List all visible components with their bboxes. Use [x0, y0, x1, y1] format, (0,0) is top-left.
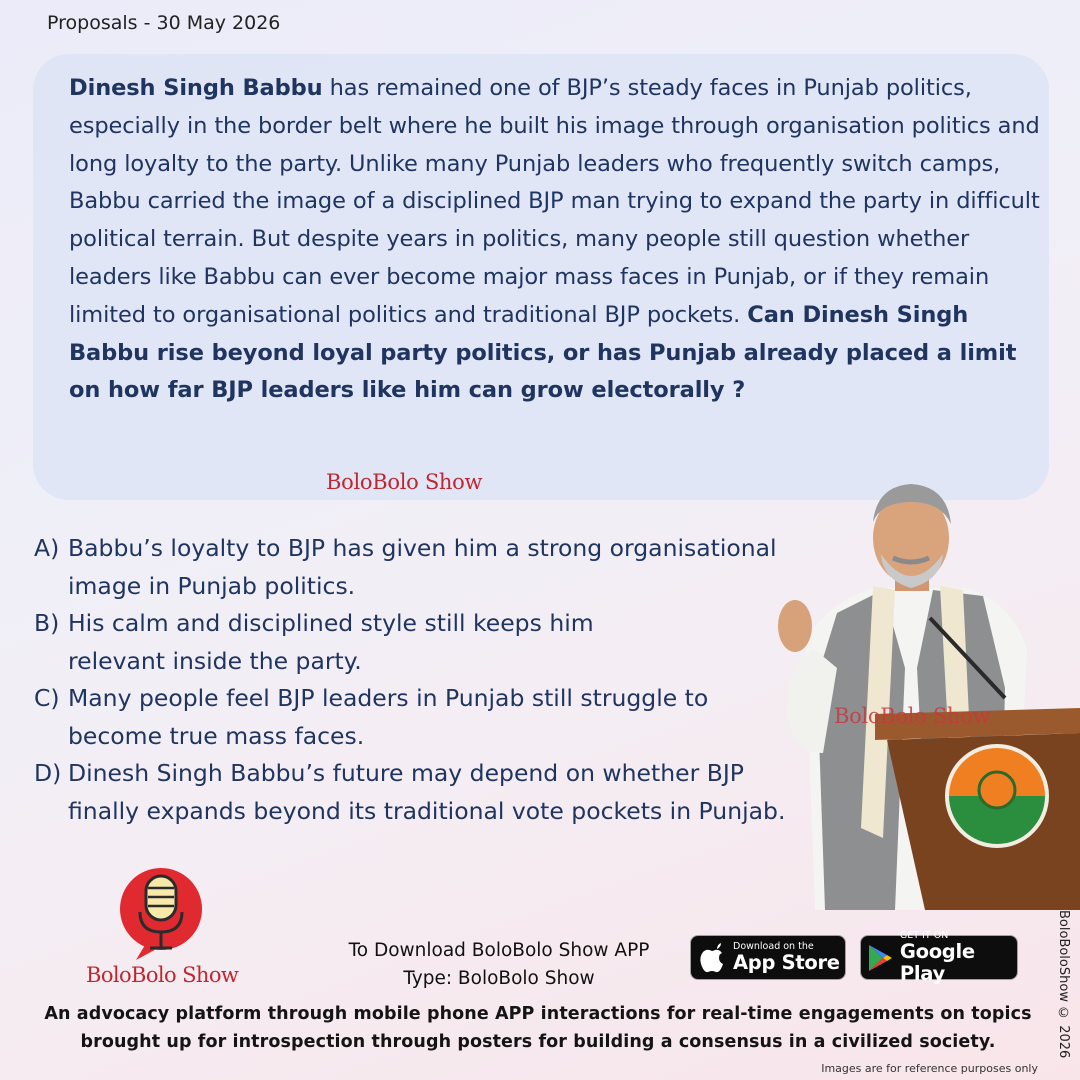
footer-line: An advocacy platform through mobile phone APP interactions for real-time engagements on topics	[44, 1004, 1032, 1024]
option-text: Dinesh Singh Babbu’s future may depend on whether BJP finally expands beyond its traditional vote pockets in Punjab.	[68, 759, 786, 825]
option-text: Many people feel BJP leaders in Punjab still struggle to become true mass faces.	[68, 684, 709, 750]
watermark: BoloBolo Show	[326, 470, 483, 494]
question-text	[69, 70, 1044, 410]
app-store-small-label: Download on the	[733, 941, 814, 952]
footer-text	[28, 1000, 1048, 1056]
watermark: BoloBolo Show	[834, 704, 991, 728]
apple-icon	[691, 943, 733, 973]
option-letter: C)	[34, 684, 60, 712]
options-list	[34, 530, 794, 830]
app-store-button[interactable]	[690, 935, 846, 980]
copyright-text: BoloBoloShow © 2026	[1056, 910, 1071, 1059]
question-prompt: Can Dinesh Singh Babbu rise beyond loyal party politics, or has Punjab already placed a limit on how far BJP leaders like him can grow electorally ?	[69, 301, 1017, 404]
play-icon	[861, 944, 900, 972]
politician-name: Dinesh Singh Babbu	[69, 75, 323, 101]
download-instructions	[320, 937, 678, 993]
download-line: To Download BoloBolo Show APP	[348, 940, 650, 961]
option-letter: B)	[34, 609, 60, 637]
option-text: Babbu’s loyalty to BJP has given him a strong organisational image in Punjab politics.	[68, 534, 777, 600]
microphone-icon	[118, 866, 204, 962]
politician-illustration	[765, 478, 1080, 910]
download-type: Type: BoloBolo Show	[403, 968, 595, 989]
option-letter: A)	[34, 534, 60, 562]
option-letter: D)	[34, 759, 62, 787]
option-a[interactable]	[34, 530, 794, 605]
brand-logo-text: BoloBolo Show	[86, 963, 239, 987]
google-play-small-label: GET IT ON	[899, 930, 949, 941]
option-b[interactable]	[34, 605, 794, 680]
option-d[interactable]	[34, 755, 794, 830]
option-text: His calm and disciplined style still keeps him relevant inside the party.	[68, 609, 594, 675]
google-play-button[interactable]	[860, 930, 1018, 985]
app-store-label: App Store	[733, 951, 840, 974]
question-intro: has remained one of BJP’s steady faces in Punjab politics, especially in the border belt where he built his image through organisation politics and long loyalty to the party. Unlike many Punjab leaders who frequently switch camps, Babbu carried the image of a disciplined BJP man trying to expand the party in difficult political terrain. But despite years in politics, many people still question whether leaders like Babbu can ever become major mass faces in Punjab, or if they remain limited to organisational politics and traditional BJP pockets.	[69, 75, 1040, 328]
option-c[interactable]	[34, 680, 794, 755]
google-play-label: Google Play	[899, 940, 975, 985]
disclaimer-text: Images are for reference purposes only	[821, 1062, 1038, 1075]
footer-line: brought up for introspection through posters for building a consensus in a civilized society.	[80, 1032, 996, 1052]
page-title: Proposals - 30 May 2026	[47, 12, 281, 34]
